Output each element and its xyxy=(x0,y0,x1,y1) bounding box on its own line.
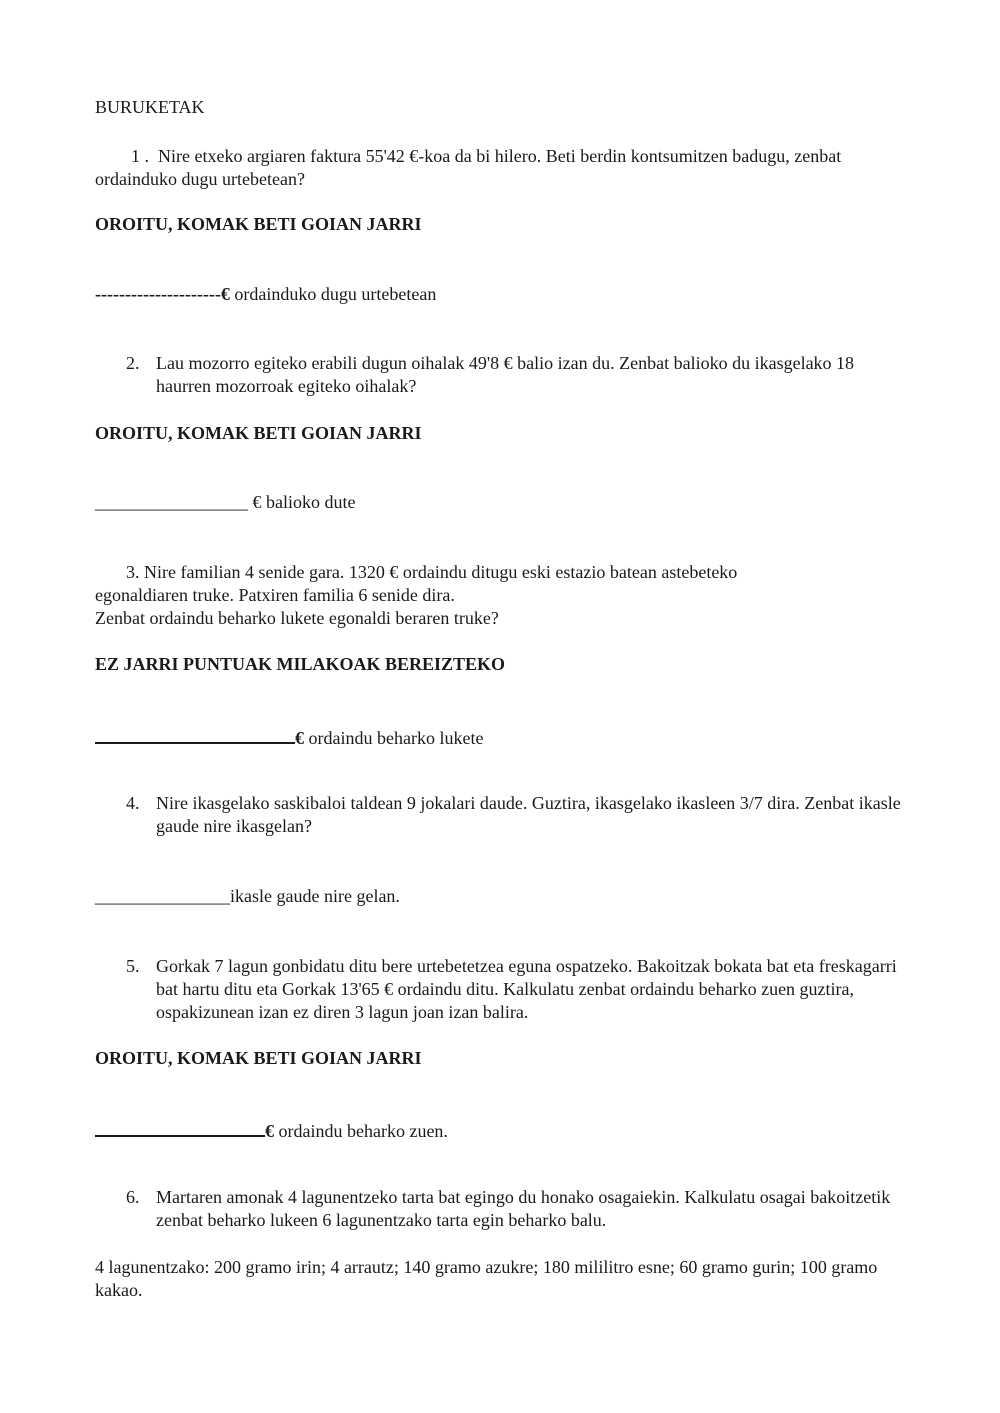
answer-text: € balioko dute xyxy=(248,492,356,512)
answer-line xyxy=(95,1116,905,1143)
answer-line xyxy=(95,723,905,750)
problem-note: OROITU, KOMAK BETI GOIAN JARRI xyxy=(95,214,422,234)
problem-number: 3. xyxy=(126,562,140,582)
problem-text: Lau mozorro egiteko erabili dugun oihalak 49'8 € balio izan du. Zenbat balioko du ikasgelako 18 haurren mozorroak egiteko oihalak? xyxy=(156,353,855,396)
page-title: BURUKETAK xyxy=(95,97,205,117)
ingredients-list: 4 lagunentzako: 200 gramo irin; 4 arrautz; 140 gramo azukre; 180 mililitro esne; 60 gramo gurin; 100 gramo kakao. xyxy=(95,1257,878,1300)
answer-blank[interactable]: _________________ xyxy=(95,492,248,512)
problem-note: OROITU, KOMAK BETI GOIAN JARRI xyxy=(95,423,422,443)
problem-note: EZ JARRI PUNTUAK MILAKOAK BEREIZTEKO xyxy=(95,654,506,674)
problem-text: Martaren amonak 4 lagunentzeko tarta bat egingo du honako osagaiekin. Kalkulatu osagai bakoitzetik zenbat beharko lukeen 6 lagunentzako tarta egin beharko balu. xyxy=(156,1187,891,1230)
answer-blank[interactable]: _______________ xyxy=(95,886,230,906)
answer-text: ordaindu beharko lukete xyxy=(304,728,484,748)
answer-line xyxy=(95,491,905,514)
problem-number: 5. xyxy=(126,956,140,976)
euro-sign: € xyxy=(295,728,304,748)
problem-number: 6. xyxy=(126,1187,140,1207)
answer-blank[interactable] xyxy=(95,1116,265,1137)
problem-number: 4. xyxy=(126,793,140,813)
answer-line xyxy=(95,885,905,908)
answer-text: ikasle gaude nire gelan. xyxy=(230,886,400,906)
problem-text: Nire etxeko argiaren faktura 55'42 €-koa da bi hilero. Beti berdin kontsumitzen badugu, zenbat ordainduko dugu urtebetean? xyxy=(95,146,842,189)
euro-sign: € xyxy=(265,1121,274,1141)
euro-sign: € xyxy=(220,284,230,304)
answer-line xyxy=(95,283,905,306)
problem-text: 3. Nire familian 4 senide gara. 1320 € ordaindu ditugu eski estazio batean astebeteko egonaldiaren truke. Patxiren familia 6 senide dira. Zenbat ordaindu beharko lukete egonaldi beraren truke? xyxy=(95,562,738,628)
problem-text: Gorkak 7 lagun gonbidatu ditu bere urtebetetzea eguna ospatzeko. Bakoitzak bokata bat eta freskagarri bat hartu ditu eta Gorkak 13'65 € ordaindu ditu. Kalkulatu zenbat ordaindu beharko zuen guztira, ospakizunean izan ez diren 3 lagun joan izan balira. xyxy=(156,956,897,1022)
answer-text: ordainduko dugu urtebetean xyxy=(229,284,437,304)
problem-number: 1 . xyxy=(131,146,149,166)
problem-note: OROITU, KOMAK BETI GOIAN JARRI xyxy=(95,1048,422,1068)
problem-number: 2. xyxy=(126,353,140,373)
answer-blank[interactable]: --------------------- xyxy=(95,284,221,304)
answer-blank[interactable] xyxy=(95,723,295,744)
problem-text: Nire ikasgelako saskibaloi taldean 9 jokalari daude. Guztira, ikasgelako ikasleen 3/7 dira. Zenbat ikasle gaude nire ikasgelan? xyxy=(156,793,901,836)
answer-text: ordaindu beharko zuen. xyxy=(274,1121,448,1141)
